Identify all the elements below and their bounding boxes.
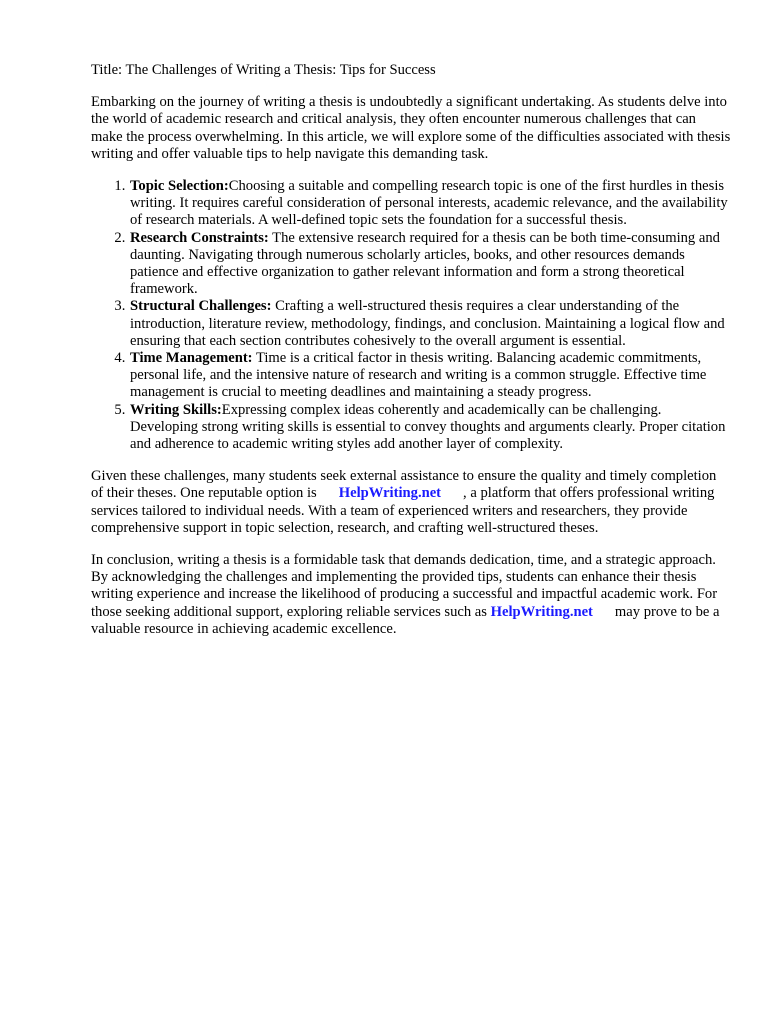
list-item-text: The extensive research required for a thesis can be both time-consuming and daunting. Navigating through numerous scholarly articles, books, and other resources demands patience and effective organization to gather relevant information and form a strong theoretical framework. — [130, 229, 720, 298]
list-item — [129, 402, 731, 454]
challenges-list — [91, 178, 731, 453]
helpwriting-link[interactable]: HelpWriting.net — [338, 485, 442, 502]
list-item — [129, 298, 731, 350]
intro-paragraph: Embarking on the journey of writing a thesis is undoubtedly a significant undertaking. As students delve into the world of academic research and critical analysis, they often encounter numerous challenges that can make the process overwhelming. In this article, we will explore some of the difficulties associated with thesis writing and offer valuable tips to help navigate this demanding task. — [91, 94, 731, 162]
helpwriting-link[interactable]: HelpWriting.net — [490, 603, 593, 620]
list-item-term: Time Management: — [130, 350, 253, 367]
conclusion-text-after: may prove to be a valuable resource in achieving academic excellence. — [91, 603, 720, 637]
assistance-text-before: Given these challenges, many students seek external assistance to ensure the quality and timely completion of their theses. One reputable option is — [91, 468, 717, 502]
list-item-text: Choosing a suitable and compelling research topic is one of the first hurdles in thesis writing. It requires careful consideration of personal interests, academic relevance, and the availability of research materials. A well-defined topic sets the foundation for a successful thesis. — [130, 178, 728, 229]
list-item-text: Crafting a well-structured thesis requires a clear understanding of the introduction, literature review, methodology, findings, and conclusion. Maintaining a logical flow and ensuring that each section contributes cohesively to the overall argument is essential. — [130, 298, 725, 349]
document-page — [91, 62, 731, 653]
assistance-text-after: , a platform that offers professional writing services tailored to individual needs. With a team of experienced writers and researchers, they provide comprehensive support in topic selection, research, and crafting well-structured theses. — [91, 485, 715, 536]
list-item-term: Writing Skills: — [130, 401, 222, 418]
list-item-term: Research Constraints: — [130, 229, 269, 246]
list-item — [129, 230, 731, 299]
document-title: Title: The Challenges of Writing a Thesis: Tips for Success — [91, 62, 436, 78]
conclusion-paragraph — [91, 552, 731, 638]
list-item — [129, 178, 731, 230]
list-item-text: Time is a critical factor in thesis writing. Balancing academic commitments, personal life, and the intensive nature of research and writing is a common struggle. Effective time management is crucial to meeting deadlines and maintaining a steady progress. — [130, 350, 707, 401]
conclusion-text-before: In conclusion, writing a thesis is a formidable task that demands dedication, time, and a strategic approach. By acknowledging the challenges and implementing the provided tips, students can enhance their thesis writing experience and increase the likelihood of producing a successful and impactful academic work. For those seeking additional support, exploring reliable services such as — [91, 552, 718, 620]
assistance-paragraph — [91, 468, 731, 537]
list-item-term: Structural Challenges: — [130, 298, 272, 315]
list-item — [129, 350, 731, 402]
list-item-term: Topic Selection: — [130, 178, 229, 195]
list-item-text: Expressing complex ideas coherently and academically can be challenging. Developing strong writing skills is essential to convey thoughts and arguments clearly. Proper citation and adherence to academic writing styles add another layer of complexity. — [130, 401, 726, 453]
